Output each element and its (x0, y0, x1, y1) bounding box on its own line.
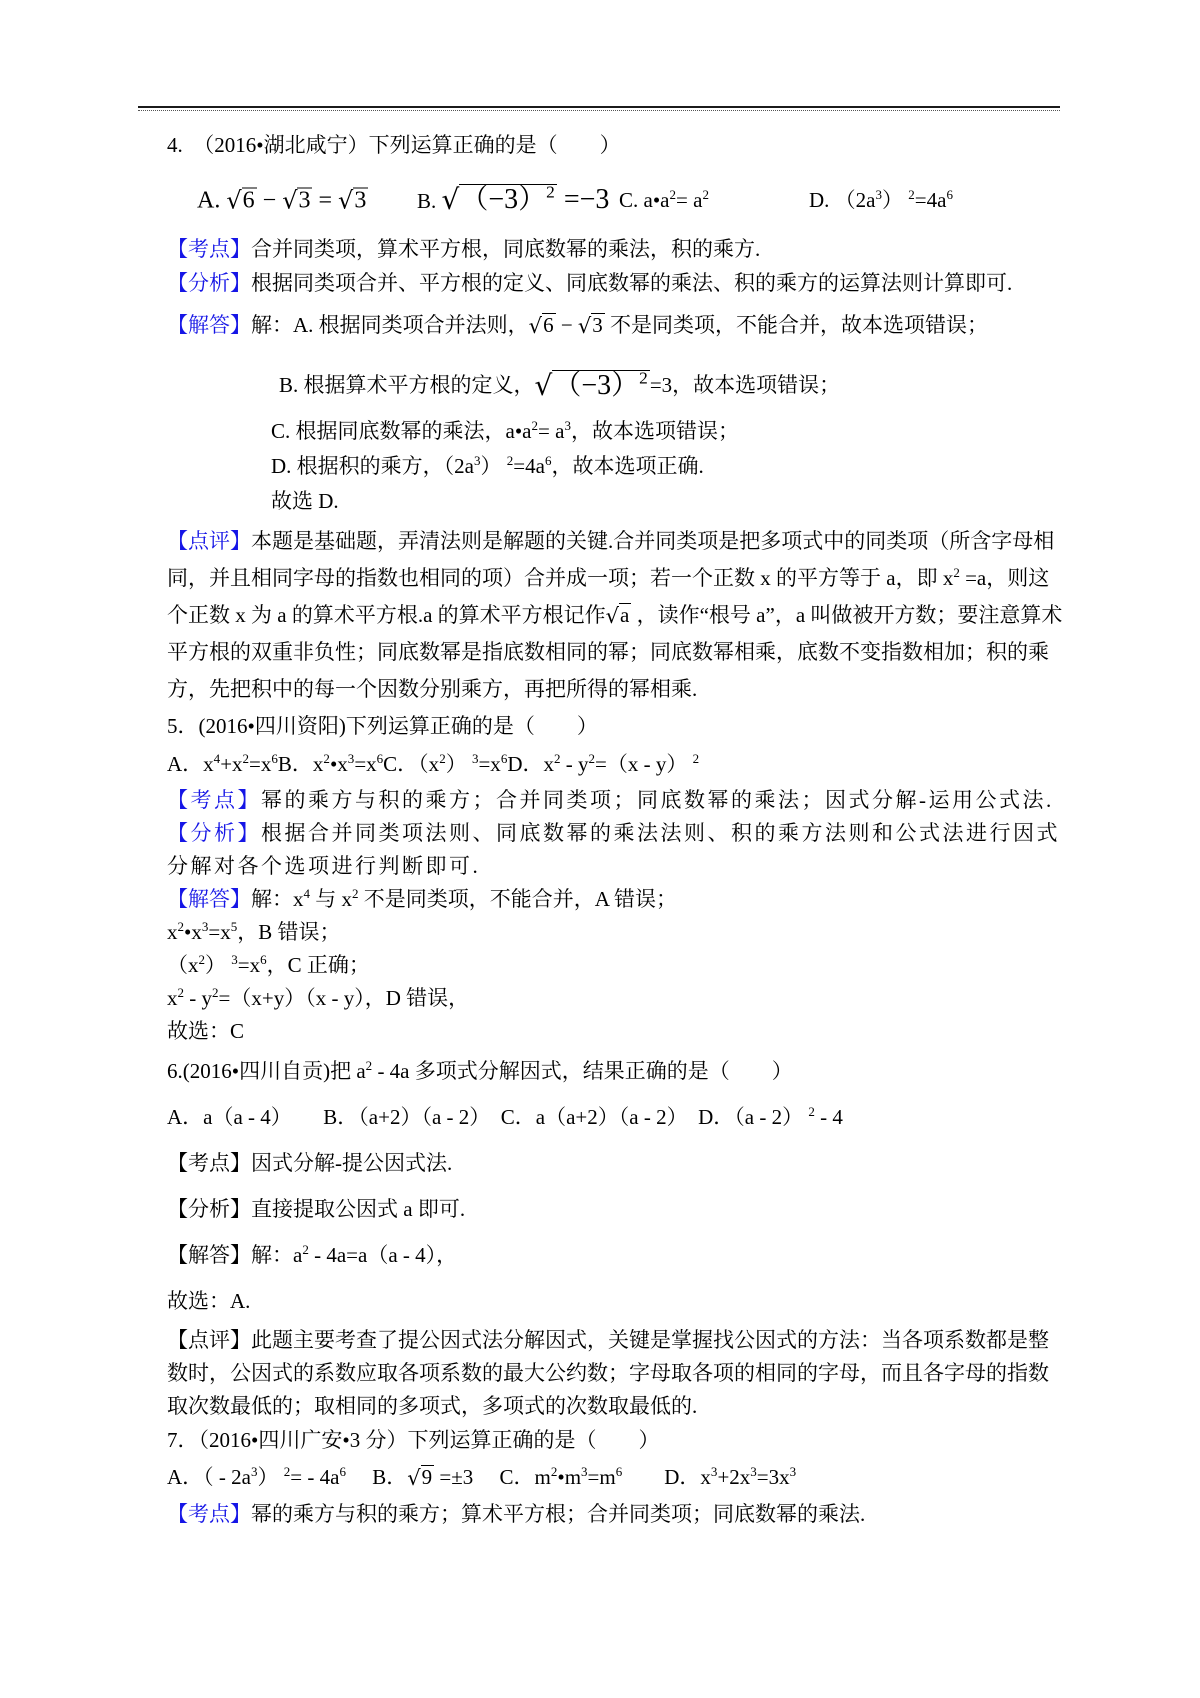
q5-options: A．$x^4+x^2=x^6B$．$x^2•x^3=x^6C$．$(x^2)$ $^3=x^6D$．$x^2 - y^2=(x - y)$ $^2$ (167, 751, 700, 776)
kaodian-tag: 【考点】 (167, 1502, 251, 1526)
q5-conclusion: 故选：C (167, 1019, 245, 1043)
q4-jieda-b (167, 356, 1069, 414)
fenxi-tag: 【分析】 (167, 821, 261, 845)
q6-dianping-text: 此题主要考查了提公因式法分解因式，关键是掌握找公因式的方法：当各项系数都是整数时，公因式的系数应取各项系数的最大公约数；字母取各项的相同的字母，而且各字母的指数取次数最低的；取相同的多项式，多项式的次数取最低的. (167, 1328, 1049, 1418)
document-content (167, 128, 1069, 1531)
q5-fenxi-text: 根据合并同类项法则、同底数幂的乘法法则、积的乘方法则和公式法进行因式分解对各个选项进行判断即可. (167, 821, 1060, 878)
q7-kaodian (167, 1497, 1069, 1531)
kaodian-tag: 【考点】 (167, 788, 261, 812)
radical-sign: √6 (226, 186, 255, 215)
jieda-tag: 【解答】 (167, 313, 251, 337)
q6-fenxi (167, 1186, 1069, 1232)
q4-option-b-label: B. (417, 189, 442, 213)
q4-kaodian (167, 232, 1069, 266)
q4-dianping-text: 本题是基础题，弄清法则是解题的关键.合并同类项是把多项式中的同类项（所含字母相同，并且相同字母的指数也相同的项）合并成一项；若一个正数 x 的平方等于 a，即 $x^2 =a$，则这个正数 x 为 a 的算术平方根.a 的算术平方根记作√a ，读作“根号 a”，a 叫做被开方数；要注意算术平方根的双重非负性；同底数幂是指底数相同的幂；同底数幂相乘，底数不变指数相加；积的乘方，先把积中的每一个因数分别乘方，再把所得的幂相乘. (167, 529, 1063, 701)
q5-jieda-text: 解：$x^4$ 与 $x^2$ 不是同类项，不能合并，A 错误； (251, 886, 678, 911)
fenxi-tag: 【分析】 (167, 271, 251, 295)
radical-sign: √3 (338, 186, 367, 215)
q4-option-b (417, 182, 609, 218)
q7-title: 7．（2016•四川广安•3 分）下列运算正确的是（ ） (167, 1428, 660, 1452)
q6-options: A．a（a - 4） B．（a+2）（a - 2） C．a（a+2）（a - 2） D．（a - 2） $^2$ - 4 (167, 1104, 843, 1129)
q6-title: 6.(2016•四川自贡)把 $a^2 - 4a$ 多项式分解因式，结果正确的是（ ） (167, 1058, 793, 1083)
q4-dianping (167, 523, 1069, 708)
radical-sign: $√(-3)^2$ (534, 368, 648, 402)
q4-option-c: C. $a•a^2= a^2$ (619, 187, 709, 212)
q6-kaodian-text: 因式分解-提公因式法. (251, 1151, 453, 1175)
q5-line-d: $x^2 - y^2=(x+y)(x - y)$，D 错误， (167, 985, 470, 1010)
radical-sign: √3 (282, 186, 311, 215)
q4-jieda (167, 308, 1069, 342)
q4-jieda-b-equation (535, 368, 650, 403)
q7-kaodian-text: 幂的乘方与积的乘方；算术平方根；合并同类项；同底数幂的乘法. (251, 1502, 866, 1526)
q4-conclusion: 故选 D. (271, 489, 339, 513)
q4-jieda-d: D. 根据积的乘方，$(2a^3)$ $^2=4a^6$，故本选项正确. (271, 453, 704, 478)
q4-jieda-c: C. 根据同底数幂的乘法，$a•a^2= a^3$，故本选项错误； (271, 418, 739, 443)
q6-kaodian (167, 1140, 1069, 1186)
dianping-tag: 【点评】 (167, 529, 251, 553)
q6-fenxi-text: 直接提取公因式 a 即可. (251, 1197, 466, 1221)
q4-title-text: 4. （2016•湖北咸宁）下列运算正确的是（ ） (167, 133, 621, 157)
dianping-tag: 【点评】 (167, 1328, 251, 1352)
q5-jieda (167, 883, 1069, 916)
radical-sign: √3 (577, 313, 603, 338)
q5-line-c: $(x^2)$ $^3=x^6$，C 正确； (167, 952, 370, 977)
radical-sign: √6 (528, 313, 554, 338)
q5-kaodian-text: 幂的乘方与积的乘方；合并同类项；同底数幂的乘法；因式分解-运用公式法. (261, 788, 1054, 812)
header-rule (138, 106, 1060, 111)
q6-dianping (167, 1324, 1069, 1423)
q4-jieda-b-pre: B. 根据算术平方根的定义， (279, 373, 535, 397)
kaodian-tag: 【考点】 (167, 237, 251, 261)
fenxi-tag: 【分析】 (167, 1197, 251, 1221)
q6-block (167, 1048, 1069, 1423)
q4-option-d: D. $(2a^3)$ $^2=4a^6$ (809, 187, 953, 212)
q4-title (167, 128, 1069, 162)
q6-jieda-text: 解：$a^2 - 4a=a(a - 4)$， (251, 1242, 458, 1267)
q4-fenxi-text: 根据同类项合并、平方根的定义、同底数幂的乘法、积的乘方的运算法则计算即可. (251, 271, 1013, 295)
kaodian-tag: 【考点】 (167, 1151, 251, 1175)
q6-conclusion: 故选：A. (167, 1289, 251, 1313)
q4-option-b-equation: $√(-3)^2 =-3$ (441, 182, 610, 216)
q5-line-b: $x^2•x^3=x^5$，B 错误； (167, 919, 341, 944)
jieda-tag: 【解答】 (167, 1243, 251, 1267)
radical-sign: √9 (407, 1465, 433, 1490)
radical-sign: $√(-3)^2$ (441, 182, 555, 216)
q4-option-a: A. √6 − √3 = √3 (197, 183, 368, 218)
q6-jieda (167, 1232, 1069, 1278)
jieda-tag: 【解答】 (167, 887, 251, 911)
q7-options: A．（ - $2a^3$） $^2= - 4a^6$ B．√9 =±3 C．$m^2•m^3=m^6$ D．$x^3+2x^3=3x^3$ (167, 1457, 1069, 1497)
q5-kaodian (167, 784, 1069, 817)
q5-fenxi (167, 817, 1069, 883)
q5-title: 5．(2016•四川资阳)下列运算正确的是（ ） (167, 714, 598, 738)
q4-kaodian-text: 合并同类项，算术平方根，同底数幂的乘法，积的乘方. (251, 237, 761, 261)
radical-sign: √a (605, 603, 630, 628)
q4-jieda-b-post: =3，故本选项错误； (649, 373, 841, 397)
q4-fenxi (167, 266, 1069, 300)
q4-jieda-a-text: 解：A. 根据同类项合并法则，√6 − √3 不是同类项，不能合并，故本选项错误； (251, 313, 988, 337)
q4-options-row (167, 168, 1069, 232)
